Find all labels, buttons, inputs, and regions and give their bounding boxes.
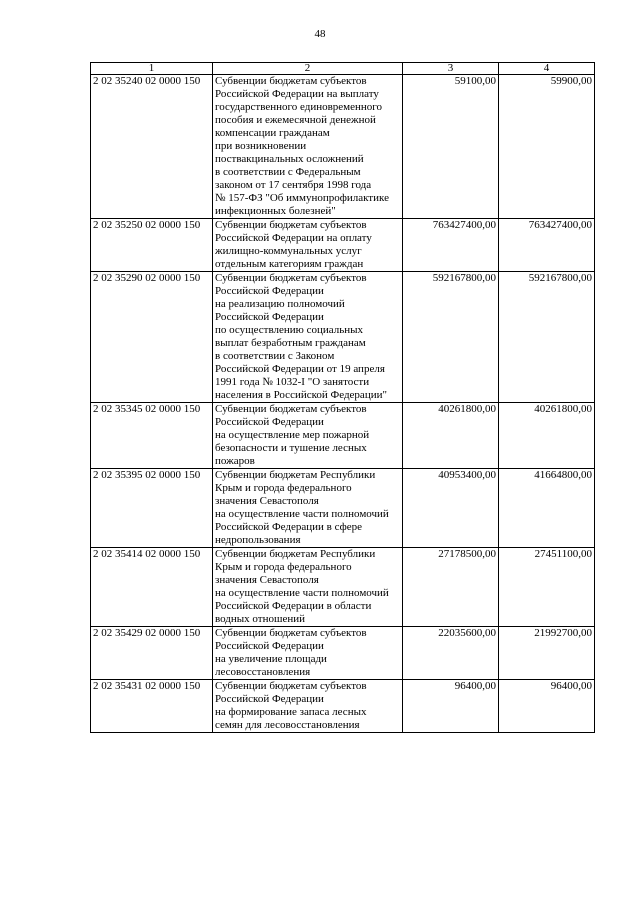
page-number: 48 [314,28,326,40]
amount-col3: 22035600,00 [403,627,499,680]
amount-col4: 763427400,00 [499,219,595,272]
table-row [91,272,595,403]
column-header-3: 3 [403,63,499,75]
subvention-name: Субвенции бюджетам субъектов Российской Федерации на выплату государственного единовременного пособия и ежемесячной денежной компенсации гражданам при возникновении поствакцинальных осложнений в соответствии с Федеральным законом от 17 сентября 1998 года № 157-ФЗ "Об иммунопрофилактике инфекционных болезней" [213,75,403,219]
budget-code: 2 02 35431 02 0000 150 [91,680,213,733]
budget-code: 2 02 35429 02 0000 150 [91,627,213,680]
subvention-name: Субвенции бюджетам субъектов Российской Федерации на формирование запаса лесных семян для лесовосстановления [213,680,403,733]
table-row [91,219,595,272]
budget-code: 2 02 35240 02 0000 150 [91,75,213,219]
subvention-name: Субвенции бюджетам субъектов Российской Федерации на оплату жилищно-коммунальных услуг отдельным категориям граждан [213,219,403,272]
budget-table [90,62,595,733]
amount-col3: 59100,00 [403,75,499,219]
subvention-name: Субвенции бюджетам субъектов Российской Федерации на реализацию полномочий Российской Федерации по осуществлению социальных выплат безработным гражданам в соответствии с Законом Российской Федерации от 19 апреля 1991 года № 1032-I "О занятости населения в Российской Федерации" [213,272,403,403]
column-header-4: 4 [499,63,595,75]
subvention-name: Субвенции бюджетам субъектов Российской Федерации на осуществление мер пожарной безопасности и тушение лесных пожаров [213,403,403,469]
subvention-name: Субвенции бюджетам Республики Крым и города федерального значения Севастополя на осуществление части полномочий Российской Федерации в области водных отношений [213,548,403,627]
column-header-2: 2 [213,63,403,75]
amount-col4: 59900,00 [499,75,595,219]
amount-col3: 592167800,00 [403,272,499,403]
column-header-1: 1 [91,63,213,75]
amount-col4: 41664800,00 [499,469,595,548]
amount-col4: 592167800,00 [499,272,595,403]
table-header-row [91,63,595,75]
amount-col3: 40261800,00 [403,403,499,469]
amount-col4: 21992700,00 [499,627,595,680]
budget-code: 2 02 35250 02 0000 150 [91,219,213,272]
amount-col3: 763427400,00 [403,219,499,272]
budget-code: 2 02 35414 02 0000 150 [91,548,213,627]
subvention-name: Субвенции бюджетам Республики Крым и города федерального значения Севастополя на осуществление части полномочий Российской Федерации в сфере недропользования [213,469,403,548]
table-row [91,469,595,548]
budget-code: 2 02 35290 02 0000 150 [91,272,213,403]
amount-col3: 96400,00 [403,680,499,733]
amount-col4: 96400,00 [499,680,595,733]
amount-col4: 27451100,00 [499,548,595,627]
amount-col4: 40261800,00 [499,403,595,469]
amount-col3: 40953400,00 [403,469,499,548]
table-row [91,75,595,219]
table-row [91,627,595,680]
amount-col3: 27178500,00 [403,548,499,627]
budget-code: 2 02 35345 02 0000 150 [91,403,213,469]
subvention-name: Субвенции бюджетам субъектов Российской Федерации на увеличение площади лесовосстановления [213,627,403,680]
table-row [91,403,595,469]
table-row [91,680,595,733]
budget-code: 2 02 35395 02 0000 150 [91,469,213,548]
table-row [91,548,595,627]
